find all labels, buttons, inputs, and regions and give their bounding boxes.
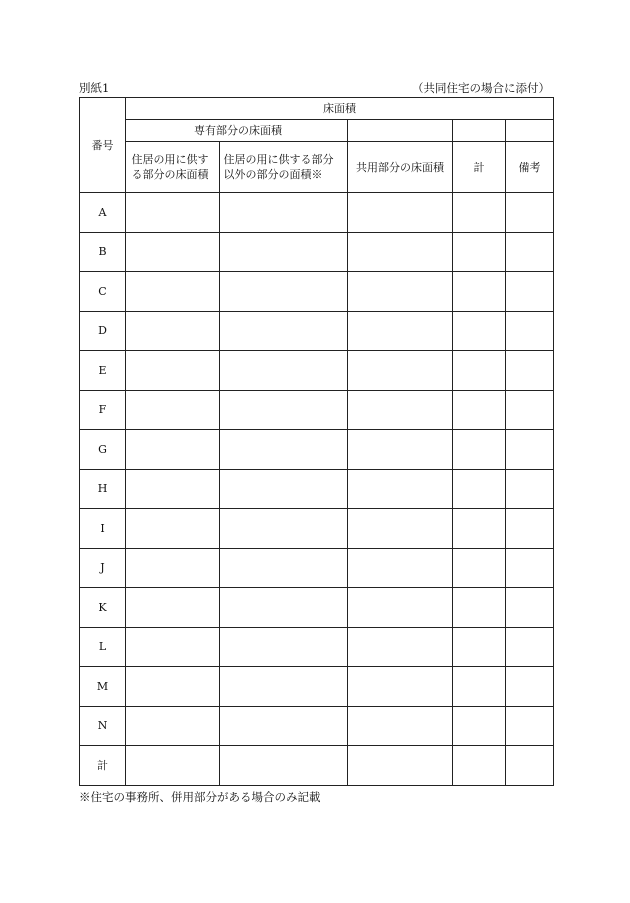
cell-remarks[interactable] bbox=[506, 469, 554, 509]
cell-residential[interactable] bbox=[126, 706, 220, 746]
footnote: ※住宅の事務所、併用部分がある場合のみ記載 bbox=[79, 790, 321, 804]
table-row bbox=[80, 706, 554, 746]
cell-common[interactable] bbox=[348, 667, 453, 707]
cell-total[interactable] bbox=[453, 351, 506, 391]
cell-non-residential[interactable] bbox=[220, 351, 348, 391]
row-label: G bbox=[80, 430, 126, 470]
cell-residential[interactable] bbox=[126, 667, 220, 707]
cell-remarks[interactable] bbox=[506, 272, 554, 312]
cell-residential[interactable] bbox=[126, 627, 220, 667]
cell-common[interactable] bbox=[348, 706, 453, 746]
cell-total[interactable] bbox=[453, 509, 506, 549]
cell-common[interactable] bbox=[348, 469, 453, 509]
cell-remarks[interactable] bbox=[506, 311, 554, 351]
non-residential-area-header bbox=[220, 142, 348, 193]
table-row bbox=[80, 588, 554, 628]
cell-remarks[interactable] bbox=[506, 667, 554, 707]
cell-non-residential[interactable] bbox=[220, 667, 348, 707]
cell-residential[interactable] bbox=[126, 469, 220, 509]
cell-remarks[interactable] bbox=[506, 390, 554, 430]
cell-non-residential[interactable] bbox=[220, 627, 348, 667]
header-blank-total bbox=[453, 120, 506, 142]
cell-common[interactable] bbox=[348, 232, 453, 272]
floor-area-table bbox=[79, 97, 554, 786]
cell-non-residential[interactable] bbox=[220, 430, 348, 470]
cell-total[interactable] bbox=[453, 311, 506, 351]
cell-common[interactable] bbox=[348, 390, 453, 430]
cell-residential[interactable] bbox=[126, 548, 220, 588]
row-label: K bbox=[80, 588, 126, 628]
cell-common[interactable] bbox=[348, 509, 453, 549]
row-label: L bbox=[80, 627, 126, 667]
cell-residential[interactable] bbox=[126, 272, 220, 312]
cell-common[interactable] bbox=[348, 627, 453, 667]
cell-remarks[interactable] bbox=[506, 430, 554, 470]
cell-common[interactable] bbox=[348, 351, 453, 391]
remarks-header: 備考 bbox=[506, 142, 554, 193]
table-row bbox=[80, 193, 554, 233]
cell-residential[interactable] bbox=[126, 311, 220, 351]
row-label: B bbox=[80, 232, 126, 272]
cell-total[interactable] bbox=[453, 272, 506, 312]
table-row bbox=[80, 272, 554, 312]
table-row bbox=[80, 351, 554, 391]
cell-total[interactable] bbox=[453, 706, 506, 746]
cell-remarks[interactable] bbox=[506, 627, 554, 667]
row-label: F bbox=[80, 390, 126, 430]
table-row bbox=[80, 509, 554, 549]
cell-remarks[interactable] bbox=[506, 706, 554, 746]
table-row bbox=[80, 390, 554, 430]
row-label: H bbox=[80, 469, 126, 509]
table-row bbox=[80, 311, 554, 351]
cell-remarks[interactable] bbox=[506, 232, 554, 272]
cell-remarks[interactable] bbox=[506, 193, 554, 233]
cell-total[interactable] bbox=[453, 667, 506, 707]
cell-total[interactable] bbox=[453, 627, 506, 667]
cell-common[interactable] bbox=[348, 746, 453, 786]
cell-remarks[interactable] bbox=[506, 746, 554, 786]
row-label: I bbox=[80, 509, 126, 549]
cell-non-residential[interactable] bbox=[220, 706, 348, 746]
exclusive-area-label: 専有部分の床面積 bbox=[194, 124, 282, 137]
cell-common[interactable] bbox=[348, 548, 453, 588]
cell-non-residential[interactable] bbox=[220, 272, 348, 312]
cell-total[interactable] bbox=[453, 232, 506, 272]
cell-total[interactable] bbox=[453, 588, 506, 628]
table-row-total bbox=[80, 746, 554, 786]
row-label: J bbox=[80, 548, 126, 588]
row-label: M bbox=[80, 667, 126, 707]
cell-non-residential[interactable] bbox=[220, 588, 348, 628]
cell-total[interactable] bbox=[453, 469, 506, 509]
cell-common[interactable] bbox=[348, 193, 453, 233]
row-label: A bbox=[80, 193, 126, 233]
cell-residential[interactable] bbox=[126, 746, 220, 786]
cell-remarks[interactable] bbox=[506, 351, 554, 391]
cell-common[interactable] bbox=[348, 311, 453, 351]
exclusive-area-header bbox=[126, 120, 348, 142]
cell-residential[interactable] bbox=[126, 351, 220, 391]
table-row bbox=[80, 469, 554, 509]
cell-total[interactable] bbox=[453, 193, 506, 233]
cell-total[interactable] bbox=[453, 548, 506, 588]
total-header: 計 bbox=[453, 142, 506, 193]
table-row bbox=[80, 667, 554, 707]
table-row bbox=[80, 548, 554, 588]
cell-remarks[interactable] bbox=[506, 509, 554, 549]
non-residential-area-label: 住居の用に供する部分以外の部分の面積※ bbox=[223, 153, 334, 181]
cell-non-residential[interactable] bbox=[220, 509, 348, 549]
cell-non-residential[interactable] bbox=[220, 746, 348, 786]
cell-non-residential[interactable] bbox=[220, 469, 348, 509]
row-label: 計 bbox=[80, 746, 126, 786]
row-label: C bbox=[80, 272, 126, 312]
cell-non-residential[interactable] bbox=[220, 193, 348, 233]
cell-remarks[interactable] bbox=[506, 548, 554, 588]
cell-residential[interactable] bbox=[126, 430, 220, 470]
cell-non-residential[interactable] bbox=[220, 390, 348, 430]
cell-non-residential[interactable] bbox=[220, 311, 348, 351]
row-label: N bbox=[80, 706, 126, 746]
attachment-note: （共同住宅の場合に添付） bbox=[412, 81, 550, 95]
cell-non-residential[interactable] bbox=[220, 232, 348, 272]
table-row bbox=[80, 232, 554, 272]
table-row bbox=[80, 430, 554, 470]
cell-residential[interactable] bbox=[126, 588, 220, 628]
cell-residential[interactable] bbox=[126, 193, 220, 233]
residential-area-header bbox=[126, 142, 220, 193]
cell-total[interactable] bbox=[453, 430, 506, 470]
header-blank-common bbox=[348, 120, 453, 142]
cell-remarks[interactable] bbox=[506, 588, 554, 628]
row-label: E bbox=[80, 351, 126, 391]
cell-common[interactable] bbox=[348, 588, 453, 628]
attachment-label: 別紙1 bbox=[79, 81, 110, 95]
cell-total[interactable] bbox=[453, 746, 506, 786]
cell-total[interactable] bbox=[453, 390, 506, 430]
cell-residential[interactable] bbox=[126, 390, 220, 430]
cell-residential[interactable] bbox=[126, 232, 220, 272]
row-label: D bbox=[80, 311, 126, 351]
residential-area-label: 住居の用に供する部分の床面積 bbox=[131, 153, 209, 181]
common-area-header: 共用部分の床面積 bbox=[348, 142, 453, 193]
number-header: 番号 bbox=[80, 98, 126, 193]
cell-residential[interactable] bbox=[126, 509, 220, 549]
cell-common[interactable] bbox=[348, 430, 453, 470]
cell-non-residential[interactable] bbox=[220, 548, 348, 588]
header-blank-remarks bbox=[506, 120, 554, 142]
floor-area-header: 床面積 bbox=[126, 98, 554, 120]
cell-common[interactable] bbox=[348, 272, 453, 312]
table-row bbox=[80, 627, 554, 667]
